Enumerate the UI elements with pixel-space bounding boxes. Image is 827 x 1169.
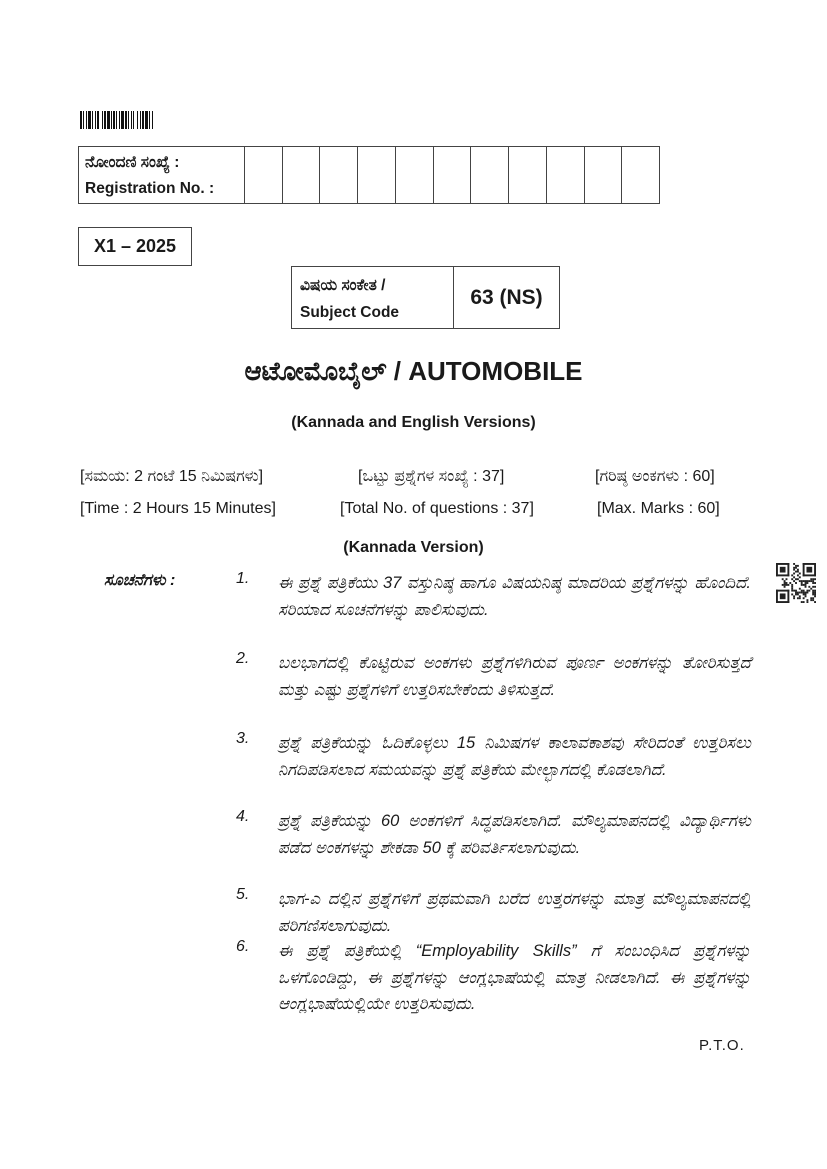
time-kannada: [ಸಮಯ: 2 ಗಂಟೆ 15 ನಿಮಿಷಗಳು] bbox=[80, 468, 264, 485]
registration-digit-cell[interactable] bbox=[622, 147, 659, 203]
qr-code bbox=[776, 563, 816, 603]
registration-digit-cell[interactable] bbox=[396, 147, 434, 203]
registration-digit-cell[interactable] bbox=[509, 147, 547, 203]
subject-code-label-english: Subject Code bbox=[300, 304, 400, 321]
registration-number-box bbox=[78, 146, 660, 204]
pto-label: P.T.O. bbox=[699, 1037, 745, 1054]
marks-english: [Max. Marks : 60] bbox=[597, 500, 720, 517]
instruction-number: 3. bbox=[236, 730, 250, 747]
instruction-number: 1. bbox=[236, 570, 250, 587]
instruction-number: 4. bbox=[236, 808, 250, 825]
registration-label-kannada: ನೋಂದಣಿ ಸಂಖ್ಯೆ : bbox=[85, 154, 180, 171]
instruction-text: ಬಲಭಾಗದಲ್ಲಿ ಕೊಟ್ಟಿರುವ ಅಂಕಗಳು ಪ್ರಶ್ನೆಗಳಿಗಿರುವ ಪೂರ್ಣ ಅಂಕಗಳನ್ನು ತೋರಿಸುತ್ತದೆ ಮತ್ತು ಎಷ್ಟು ಪ್ರಶ್ನೆಗಳಿಗೆ ಉತ್ತರಿಸಬೇಕೆಂದು ತಿಳಿಸುತ್ತದೆ. bbox=[278, 654, 751, 699]
subject-code-box bbox=[291, 266, 560, 329]
registration-digit-cell[interactable] bbox=[320, 147, 358, 203]
questions-english: [Total No. of questions : 37] bbox=[340, 500, 534, 517]
questions-kannada: [ಒಟ್ಟು ಪ್ರಶ್ನೆಗಳ ಸಂಖ್ಯೆ : 37] bbox=[358, 468, 505, 485]
instruction-text: ಪ್ರಶ್ನೆ ಪತ್ರಿಕೆಯನ್ನು ಓದಿಕೊಳ್ಳಲು 15 ನಿಮಿಷಗಳ ಕಾಲಾವಕಾಶವು ಸೇರಿದಂತೆ ಉತ್ತರಿಸಲು ನಿಗದಿಪಡಿಸಲಾದ ಸಮಯವನ್ನು ಪ್ರಶ್ನೆ ಪತ್ರಿಕೆಯ ಮೇಲ್ಭಾಗದಲ್ಲಿ ಕೊಡಲಾಗಿದೆ. bbox=[278, 734, 751, 779]
instruction-text: ಈ ಪ್ರಶ್ನೆ ಪತ್ರಿಕೆಯಲ್ಲಿ “Employability Skills” ಗೆ ಸಂಬಂಧಿಸಿದ ಪ್ರಶ್ನೆಗಳನ್ನು ಒಳಗೊಂಡಿದ್ದು, ಈ ಪ್ರಶ್ನೆಗಳನ್ನು ಆಂಗ್ಲಭಾಷೆಯಲ್ಲಿ ಮಾತ್ರ ನೀಡಲಾಗಿದೆ. ಈ ಪ್ರಶ್ನೆಗಳನ್ನು ಆಂಗ್ಲಭಾಷೆಯಲ್ಲಿಯೇ ಉತ್ತರಿಸುವುದು. bbox=[278, 942, 751, 1013]
time-english: [Time : 2 Hours 15 Minutes] bbox=[80, 500, 276, 517]
barcode bbox=[80, 111, 193, 129]
subject-code-label bbox=[292, 267, 454, 328]
registration-digit-cell[interactable] bbox=[585, 147, 623, 203]
instruction-number: 5. bbox=[236, 886, 250, 903]
registration-digit-cell[interactable] bbox=[245, 147, 283, 203]
section-heading: (Kannada Version) bbox=[343, 539, 484, 556]
subject-code-value: 63 (NS) bbox=[470, 285, 543, 309]
registration-digit-cell[interactable] bbox=[471, 147, 509, 203]
marks-kannada: [ಗರಿಷ್ಠ ಅಂಕಗಳು : 60] bbox=[595, 468, 715, 485]
versions-note: (Kannada and English Versions) bbox=[291, 414, 536, 431]
instruction-text: ಈ ಪ್ರಶ್ನೆ ಪತ್ರಿಕೆಯು 37 ವಸ್ತುನಿಷ್ಠ ಹಾಗೂ ವಿಷಯನಿಷ್ಠ ಮಾದರಿಯ ಪ್ರಶ್ನೆಗಳನ್ನು ಹೊಂದಿದೆ. ಸರಿಯಾದ ಸೂಚನೆಗಳನ್ನು ಪಾಲಿಸುವುದು. bbox=[278, 574, 751, 619]
paper-code: X1 – 2025 bbox=[78, 227, 192, 266]
instruction-text: ಪ್ರಶ್ನೆ ಪತ್ರಿಕೆಯನ್ನು 60 ಅಂಕಗಳಿಗೆ ಸಿದ್ಧಪಡಿಸಲಾಗಿದೆ. ಮೌಲ್ಯಮಾಪನದಲ್ಲಿ ವಿದ್ಯಾರ್ಥಿಗಳು ಪಡೆದ ಅಂಕಗಳನ್ನು ಶೇಕಡಾ 50 ಕ್ಕೆ ಪರಿವರ್ತಿಸಲಾಗುವುದು. bbox=[278, 812, 751, 857]
instruction-number: 2. bbox=[236, 650, 250, 667]
registration-label-english: Registration No. : bbox=[85, 180, 215, 197]
registration-digit-cell[interactable] bbox=[547, 147, 585, 203]
subject-code-label-kannada: ವಿಷಯ ಸಂಕೇತ / bbox=[300, 277, 386, 294]
instruction-text: ಭಾಗ-ಎ ದಲ್ಲಿನ ಪ್ರಶ್ನೆಗಳಿಗೆ ಪ್ರಥಮವಾಗಿ ಬರೆದ ಉತ್ತರಗಳನ್ನು ಮಾತ್ರ ಮೌಲ್ಯಮಾಪನದಲ್ಲಿ ಪರಿಗಣಿಸಲಾಗುವುದು. bbox=[278, 890, 751, 935]
registration-label bbox=[79, 147, 245, 203]
registration-digit-cell[interactable] bbox=[358, 147, 396, 203]
instruction-number: 6. bbox=[236, 938, 250, 955]
page-title: ಆಟೋಮೊಬೈಲ್ / AUTOMOBILE bbox=[244, 356, 583, 386]
registration-digit-cell[interactable] bbox=[283, 147, 321, 203]
instructions-label: ಸೂಚನೆಗಳು : bbox=[104, 572, 176, 589]
registration-digit-cell[interactable] bbox=[434, 147, 472, 203]
